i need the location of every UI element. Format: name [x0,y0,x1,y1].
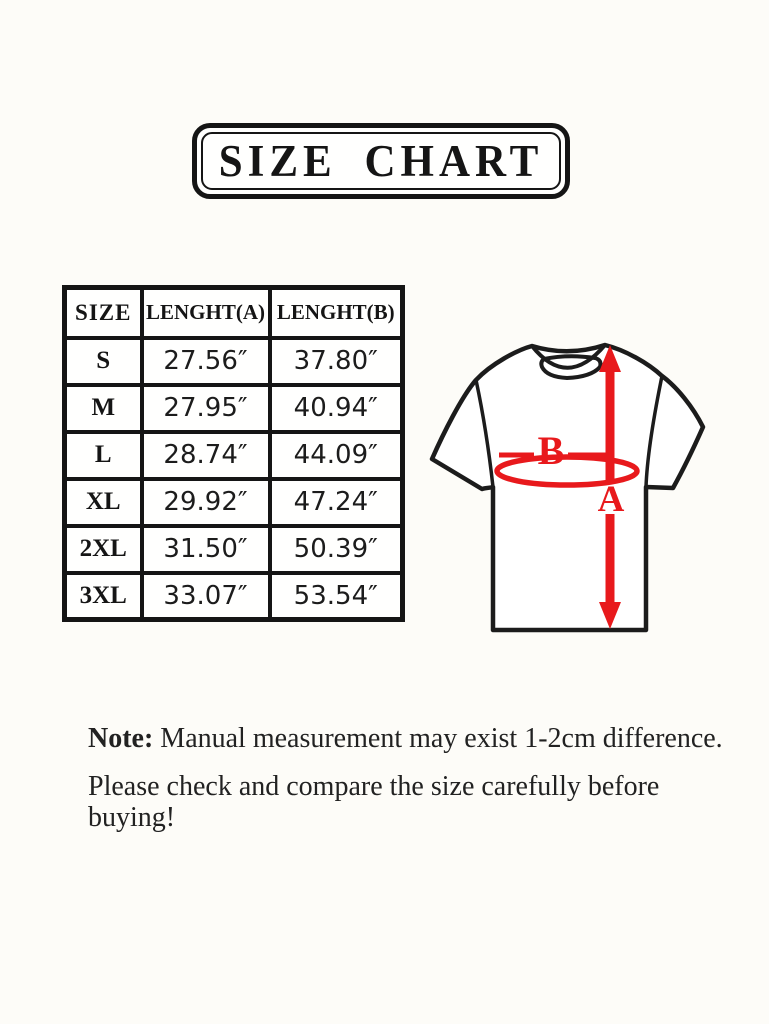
length-b-cell: 53.54″ [270,573,403,620]
length-a-cell: 33.07″ [142,573,270,620]
table-row [65,479,403,526]
label-b: B [537,428,565,473]
title-box [192,123,570,199]
length-b-cell: 40.94″ [270,385,403,432]
title-box-inner-border [201,132,561,190]
column-header-size: SIZE [65,288,142,338]
note-text [88,724,736,850]
table-row [65,338,403,385]
size-cell: S [65,338,142,385]
length-a-cell: 28.74″ [142,432,270,479]
length-a-cell: 27.56″ [142,338,270,385]
table-row [65,526,403,573]
tshirt-diagram-svg [415,330,715,640]
size-cell: M [65,385,142,432]
column-header-length-a: LENGHT(A) [142,288,270,338]
length-b-cell: 37.80″ [270,338,403,385]
note-label: Note: [88,723,154,754]
table-row [65,385,403,432]
label-a: A [597,479,625,520]
page-title: SIZE CHART [218,136,544,186]
length-b-cell: 47.24″ [270,479,403,526]
length-b-cell: 44.09″ [270,432,403,479]
column-header-length-b: LENGHT(B) [270,288,403,338]
tshirt-diagram [415,330,715,640]
size-cell: 2XL [65,526,142,573]
note-line-1-text: Manual measurement may exist 1-2cm difference. [160,723,723,754]
table-row [65,432,403,479]
length-a-cell: 31.50″ [142,526,270,573]
table-row [65,573,403,620]
length-b-cell: 50.39″ [270,526,403,573]
note-line-2: Please check and compare the size carefully before buying! [88,770,660,833]
size-cell: L [65,432,142,479]
length-a-cell: 29.92″ [142,479,270,526]
size-table [62,285,405,622]
length-a-cell: 27.95″ [142,385,270,432]
table-header-row [65,288,403,338]
size-cell: 3XL [65,573,142,620]
note-line-1 [88,724,736,755]
size-cell: XL [65,479,142,526]
